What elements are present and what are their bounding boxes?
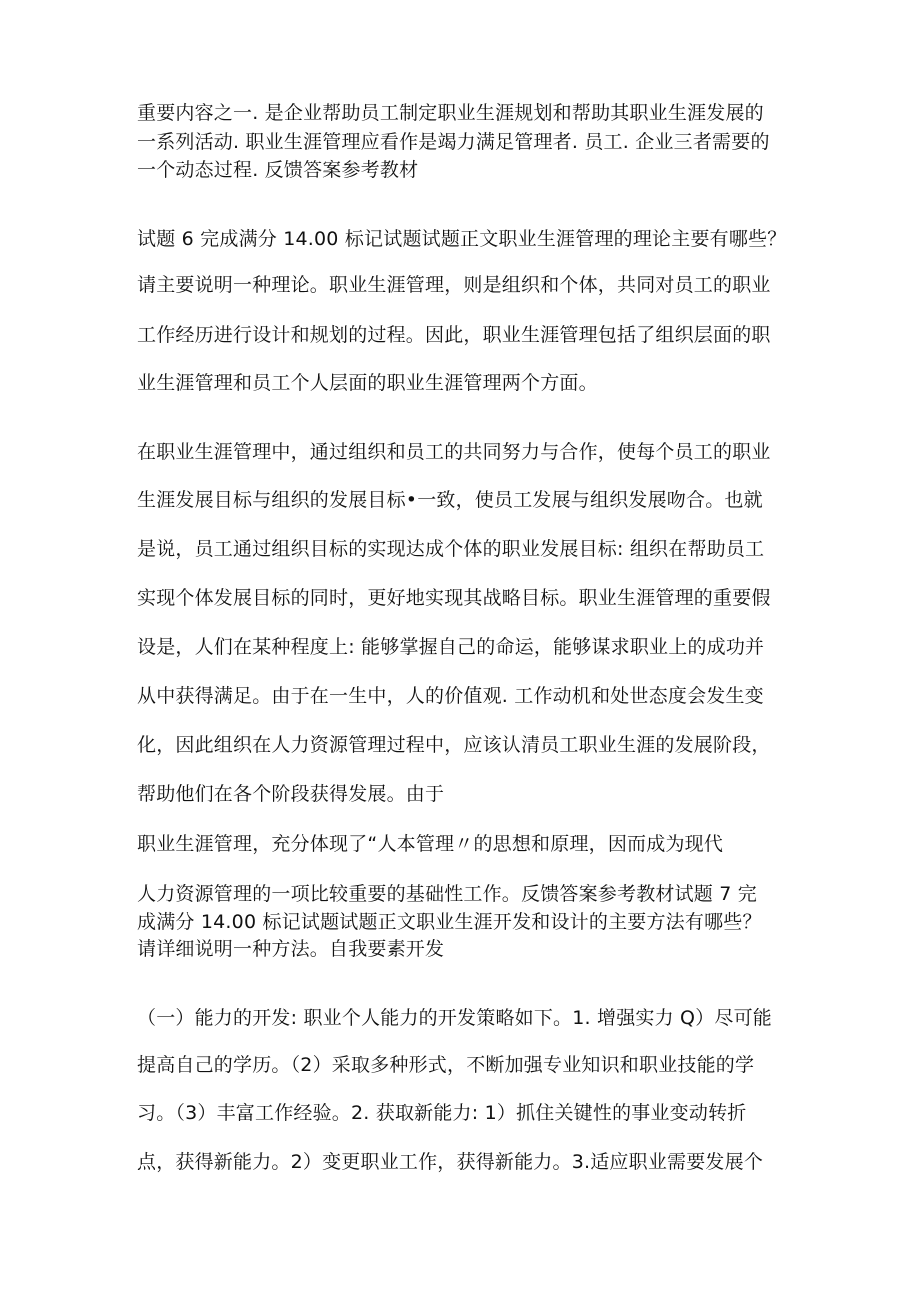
paragraph-1-line-3: 一个动态过程. 反馈答案参考教材 — [137, 159, 419, 181]
paragraph-5-line-2: 成满分 14.00 标记试题试题正文职业生涯开发和设计的主要方法有哪些？ — [137, 911, 762, 933]
paragraph-2-line-1: 试题 6 完成满分 14.00 标记试题试题正文职业生涯管理的理论主要有哪些？ — [137, 228, 787, 250]
paragraph-3-line-8: 帮助他们在各个阶段获得发展。由于 — [137, 783, 445, 805]
paragraph-5-line-1: 人力资源管理的一项比较重要的基础性工作。反馈答案参考教材试题 7 完 — [137, 883, 757, 905]
paragraph-6-line-2: 提高自己的学历。（2）采取多种形式，不断加强专业知识和职业技能的学 — [137, 1054, 755, 1076]
paragraph-2-line-4: 业生涯管理和员工个人层面的职业生涯管理两个方面。 — [137, 372, 598, 394]
paragraph-2-line-2: 请主要说明一种理论。职业生涯管理，则是组织和个体，共同对员工的职业 — [137, 274, 771, 296]
paragraph-6-line-3: 习。（3）丰富工作经验。2. 获取新能力: 1）抓住关键性的事业变动转折 — [137, 1102, 747, 1124]
paragraph-3-line-3: 是说，员工通过组织目标的实现达成个体的职业发展目标: 组织在帮助员工 — [137, 538, 765, 560]
paragraph-3-line-2: 生涯发展目标与组织的发展目标•一致，使员工发展与组织发展吻合。也就 — [137, 489, 763, 511]
paragraph-4-line-1: 职业生涯管理，充分体现了“人本管理〃的思想和原理，因而成为现代 — [137, 833, 724, 855]
paragraph-6-line-4: 点，获得新能力。2）变更职业工作，获得新能力。3.适应职业需要发展个 — [137, 1151, 764, 1173]
paragraph-6-line-1: （一）能力的开发: 职业个人能力的开发策略如下。1. 增强实力 Q）尽可能 — [137, 1007, 773, 1029]
paragraph-1-line-1: 重要内容之一. 是企业帮助员工制定职业生涯规划和帮助其职业生涯发展的 — [137, 102, 764, 124]
paragraph-3-line-4: 实现个体发展目标的同时，更好地实现其战略目标。职业生涯管理的重要假 — [137, 587, 771, 609]
paragraph-2-line-3: 工作经历进行设计和规划的过程。因此，职业生涯管理包括了组织层面的职 — [137, 324, 771, 346]
paragraph-3-line-6: 从中获得满足。由于在一生中，人的价值观. 工作动机和处世态度会发生变 — [137, 685, 764, 707]
paragraph-3-line-5: 设是，人们在某种程度上: 能够掌握自己的命运，能够谋求职业上的成功并 — [137, 636, 765, 658]
paragraph-3-line-7: 化，因此组织在人力资源管理过程中，应该认清员工职业生涯的发展阶段， — [137, 734, 771, 756]
paragraph-5-line-3: 请详细说明一种方法。自我要素开发 — [137, 938, 445, 960]
paragraph-1-line-2: 一系列活动. 职业生涯管理应看作是竭力满足管理者. 员工. 企业三者需要的 — [137, 131, 770, 153]
paragraph-3-line-1: 在职业生涯管理中，通过组织和员工的共同努力与合作，使每个员工的职业 — [137, 441, 771, 463]
